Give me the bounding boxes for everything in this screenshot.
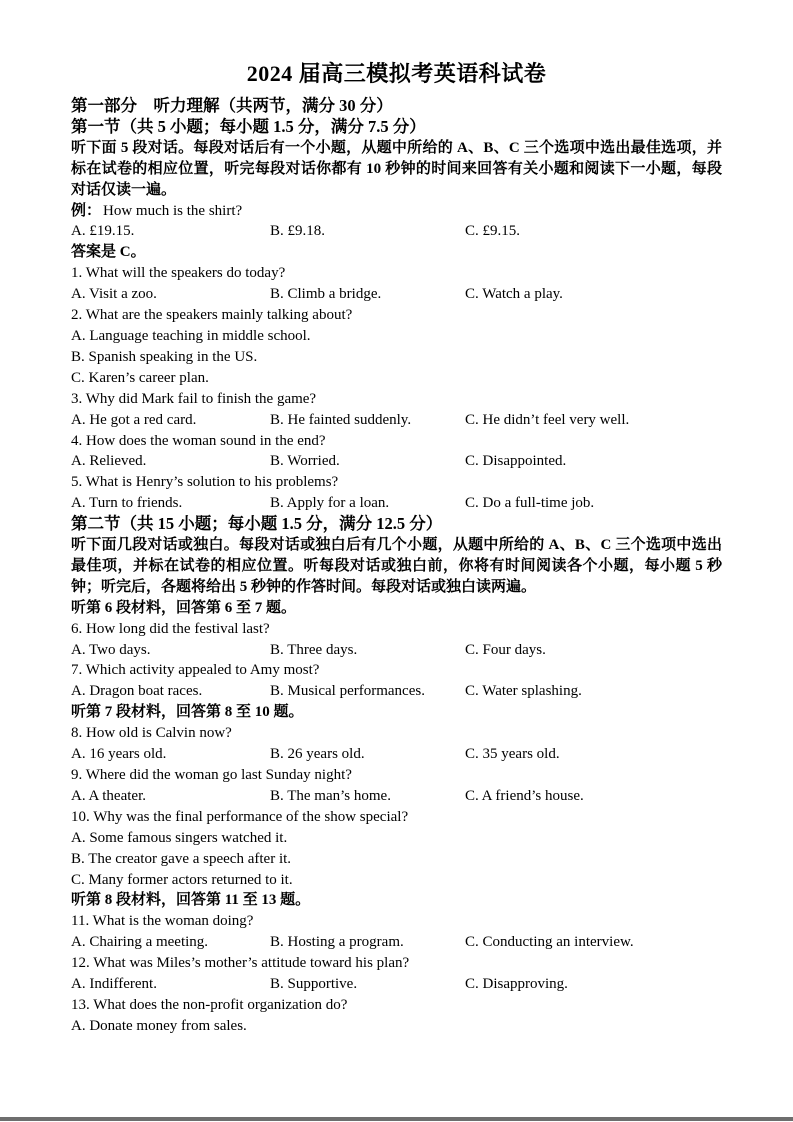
question-text: 3. Why did Mark fail to finish the game? xyxy=(71,390,317,407)
option-c: C. Disappointed. xyxy=(465,453,567,470)
option-b: B. The man’s home. xyxy=(270,787,391,804)
option-a: A. Relieved. xyxy=(71,453,147,470)
option-line: C. Karen’s career plan. xyxy=(71,369,209,386)
option-b: B. Worried. xyxy=(270,453,340,470)
options-row xyxy=(71,786,722,807)
question-text: 12. What was Miles’s mother’s attitude toward his plan? xyxy=(71,955,410,972)
option-b: B. He fainted suddenly. xyxy=(270,411,412,428)
options-row xyxy=(71,681,722,702)
question-text: 13. What does the non-profit organization do? xyxy=(71,996,348,1013)
option-line: B. The creator gave a speech after it. xyxy=(71,850,292,867)
option-a: A. Turn to friends. xyxy=(71,495,183,512)
option-line: C. Many former actors returned to it. xyxy=(71,871,293,888)
options-row xyxy=(71,284,722,305)
option-a: A. Two days. xyxy=(71,641,151,658)
option-b: B. Hosting a program. xyxy=(270,934,404,951)
options-row xyxy=(71,974,722,995)
question-text: 6. How long did the festival last? xyxy=(71,620,270,637)
option-c: C. £9.15. xyxy=(465,223,521,240)
example-question xyxy=(71,201,722,222)
option-b: B. £9.18. xyxy=(270,223,326,240)
section-instructions: 听下面 5 段对话。每段对话后有一个小题，从题中所给的 A、B、C 三个选项中选出最佳选项，并标在试卷的相应位置，听完每段对话你都有 10 秒钟的时间来回答有关小题和阅读下一小题，每段对话仅读一遍。 xyxy=(71,139,722,198)
option-a: A. £19.15. xyxy=(71,223,135,240)
option-c: C. Conducting an interview. xyxy=(465,934,634,951)
document-content xyxy=(71,96,722,1037)
option-c: C. Do a full-time job. xyxy=(465,495,595,512)
option-a: A. 16 years old. xyxy=(71,746,167,763)
page-title: 2024 届高三模拟考英语科试卷 xyxy=(246,61,547,86)
options-row xyxy=(71,493,722,514)
question-text: 5. What is Henry’s solution to his problems? xyxy=(71,474,339,491)
option-a: A. Dragon boat races. xyxy=(71,683,203,700)
example-text: How much is the shirt? xyxy=(103,202,243,219)
question-text: 7. Which activity appealed to Amy most? xyxy=(71,662,320,679)
option-a: A. He got a red card. xyxy=(71,411,197,428)
options-row xyxy=(71,932,722,953)
option-b: B. Three days. xyxy=(270,641,358,658)
option-c: C. Disapproving. xyxy=(465,976,568,993)
option-b: B. Climb a bridge. xyxy=(270,286,382,303)
option-b: B. Supportive. xyxy=(270,976,358,993)
section-heading: 第一节（共 5 小题；每小题 1.5 分，满分 7.5 分） xyxy=(71,116,426,136)
option-b: B. Musical performances. xyxy=(270,683,425,700)
material-heading: 听第 7 段材料，回答第 8 至 10 题。 xyxy=(71,704,304,721)
option-c: C. A friend’s house. xyxy=(465,787,584,804)
option-a: A. A theater. xyxy=(71,787,146,804)
option-c: C. 35 years old. xyxy=(465,746,560,763)
options-row xyxy=(71,451,722,472)
option-a: A. Visit a zoo. xyxy=(71,286,157,303)
options-row xyxy=(71,410,722,431)
question-text: 2. What are the speakers mainly talking about? xyxy=(71,307,353,324)
option-b: B. Apply for a loan. xyxy=(270,495,390,512)
section-instructions: 听下面几段对话或独白。每段对话或独白后有几个小题，从题中所给的 A、B、C 三个选项中选出最佳项，并标在试卷的相应位置。听每段对话或独白前，你将有时间阅读各个小题，每小题 5 秒钟；听完后，各题将给出 5 秒钟的作答时间。每段对话或独白读两遍。 xyxy=(71,537,722,595)
option-c: C. He didn’t feel very well. xyxy=(465,411,630,428)
material-heading: 听第 8 段材料，回答第 11 至 13 题。 xyxy=(71,892,311,909)
options-row xyxy=(71,640,722,661)
question-text: 4. How does the woman sound in the end? xyxy=(71,432,326,449)
material-heading: 听第 6 段材料，回答第 6 至 7 题。 xyxy=(71,599,297,616)
question-text: 1. What will the speakers do today? xyxy=(71,265,286,282)
option-c: C. Water splashing. xyxy=(465,683,582,700)
options-row xyxy=(71,221,722,242)
question-text: 8. How old is Calvin now? xyxy=(71,725,232,742)
section-heading: 第二节（共 15 小题；每小题 1.5 分，满分 12.5 分） xyxy=(71,514,443,534)
question-text: 10. Why was the final performance of the show special? xyxy=(71,808,409,825)
example-answer: 答案是 C。 xyxy=(71,244,146,261)
question-text: 9. Where did the woman go last Sunday night? xyxy=(71,767,352,783)
option-line: A. Donate money from sales. xyxy=(71,1017,247,1034)
option-c: C. Watch a play. xyxy=(465,286,563,303)
options-row xyxy=(71,744,722,765)
option-line: A. Some famous singers watched it. xyxy=(71,829,288,846)
option-a: A. Chairing a meeting. xyxy=(71,934,209,951)
option-b: B. 26 years old. xyxy=(270,746,365,763)
option-c: C. Four days. xyxy=(465,641,546,658)
part-heading: 第一部分 听力理解（共两节，满分 30 分） xyxy=(71,96,393,115)
option-line: B. Spanish speaking in the US. xyxy=(71,348,258,365)
option-a: A. Indifferent. xyxy=(71,976,157,993)
option-line: A. Language teaching in middle school. xyxy=(71,327,311,344)
question-text: 11. What is the woman doing? xyxy=(71,913,254,930)
page-bottom-bar xyxy=(0,1117,793,1121)
example-label: 例： xyxy=(71,202,102,219)
